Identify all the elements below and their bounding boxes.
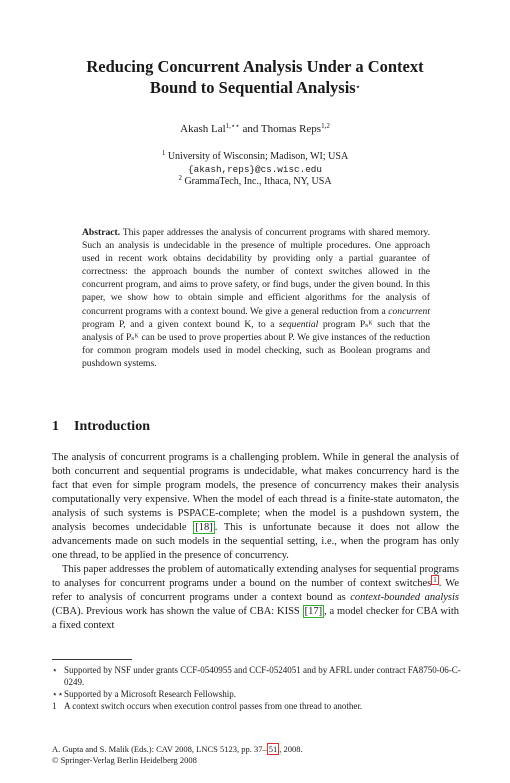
author-2-affil: 1,2 [321,122,330,130]
abstract-text-2: program P, and a given context bound K, to a [82,318,279,330]
publication-citation [52,744,303,766]
footnote-divider [52,659,132,660]
section-heading [52,419,150,435]
footnote-mark: 1 [52,701,57,711]
abstract-emphasis-sequential: sequential [278,318,319,330]
intro-paragraph-2 [52,563,459,633]
paper-title [30,56,480,98]
footnote-star [52,664,462,688]
affil-1-number: 1 [161,149,166,157]
abstract [82,226,430,370]
abstract-text-1: This paper addresses the analysis of concurrent programs with shared memory. Such an analysis is undecidable in the presence of multiple procedures. One approach used in recent work obtains decidability by providing only a partial guarantee of correctness: the approach bounds the number of context switches allowed in the concurrent program, and aims to prove safety, or find bugs, under the given bound. In this paper, we show how to obtain simple and efficient algorithms for the analysis of concurrent programs with a context bound. We give a general reduction from a [82,227,430,317]
abstract-text-3: program Pₛᴷ such that the analysis of Pₛᴷ can be used to prove properties about P. We give instances of the reduction for common program models used in model checking, such as Boolean programs and pushdown systems. [82,318,430,369]
abstract-label: Abstract. [82,227,121,238]
citation-link-18[interactable]: [18] [195,522,213,533]
footnote-mark: ⋆⋆ [52,689,64,699]
section-number: 1 [52,419,59,434]
introduction-body [52,451,459,633]
intro-text: . This is unfortunate because it does not allow the advancements made on such models in the sequential setting, i.e., when the program has only one thread, to be applied in the presence of concurrency. [52,522,459,561]
intro-text: This paper addresses the problem of automatically extending analyses for sequential programs to analyses for concurrent programs under a bound on the number of context switches [52,564,459,589]
footnote-text: Supported by a Microsoft Research Fellowship. [64,689,236,699]
footnote-1 [52,700,462,712]
intro-text: The analysis of concurrent programs is a challenging problem. While in general the analysis of both concurrent and sequential programs is undecidable, what makes concurrency hard is the fact that even for simple program models, the presence of concurrency makes their analysis computationally very expensive. When the model of each thread is a finite-state automaton, the analysis of such systems is PSPACE-complete; when the model is a pushdown system, the analysis becomes undecidable [52,452,459,533]
author-1-affil: 1,⋆⋆ [225,122,240,130]
page-end-link[interactable]: 51 [268,744,278,754]
intro-text: . We refer to analysis of concurrent programs under a context bound as [52,578,460,603]
title-line-1: Reducing Concurrent Analysis Under a Context [86,57,424,76]
footnote-double-star [52,688,462,700]
affil-1-text: University of Wisconsin; Madison, WI; USA [167,151,349,162]
footnote-text: A context switch occurs when execution control passes from one thread to another. [64,701,363,711]
citation-text: , 2008. [279,744,303,754]
abstract-emphasis-concurrent: concurrent [388,305,430,317]
author-email: {akash,reps}@cs.wisc.edu [188,163,322,175]
footnote-link-1[interactable]: 1 [433,576,437,584]
copyright-notice: © Springer-Verlag Berlin Heidelberg 2008 [52,755,197,765]
affil-2-text: GrammaTech, Inc., Ithaca, NY, USA [184,176,332,187]
title-footnote-mark: ⋆ [355,83,361,91]
citation-text: A. Gupta and S. Malik (Eds.): CAV 2008, LNCS 5123, pp. 37– [52,744,267,754]
section-title: Introduction [74,419,150,434]
author-2: Thomas Reps [260,123,322,135]
intro-text: (CBA). Previous work has shown the value of CBA: KISS [52,606,303,617]
title-line-2: Bound to Sequential Analysis [149,78,356,97]
intro-paragraph-1 [52,451,459,563]
author-separator: and [239,123,261,135]
intro-text: , a model checker for CBA with a fixed context [52,606,459,631]
author-1: Akash Lal [180,123,226,135]
footnote-mark: ⋆ [52,665,58,675]
affiliations [0,151,510,189]
citation-link-17[interactable]: [17] [304,606,323,617]
affil-2-number: 2 [178,174,182,182]
footnotes [52,664,462,712]
emphasis-cba: context-bounded analysis [350,592,459,603]
author-list [0,123,510,135]
footnote-text: Supported by NSF under grants CCF-0540955 and CCF-0524051 and by AFRL under contract FA8750-06-C-0249. [64,665,461,687]
